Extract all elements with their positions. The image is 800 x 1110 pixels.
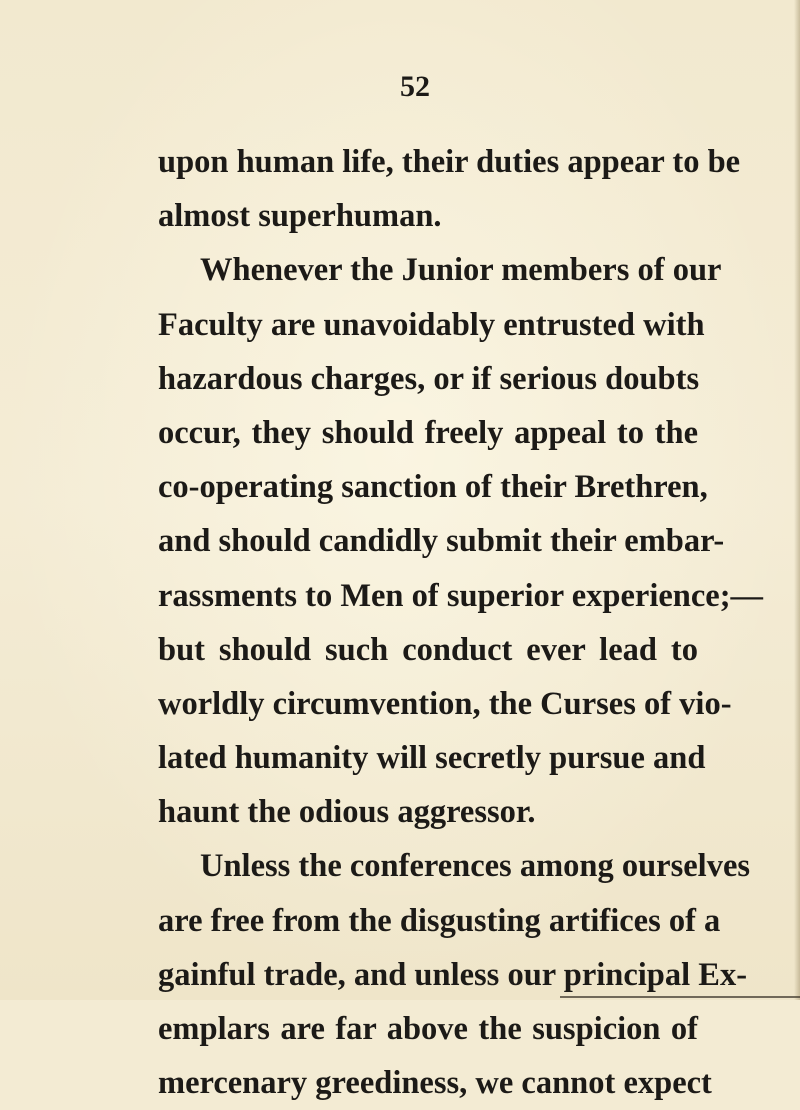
text-line: worldly circumvention, the Curses of vio- — [158, 685, 732, 722]
text-line: Faculty are unavoidably entrusted with — [158, 306, 705, 343]
text-line: haunt the odious aggressor. — [158, 794, 536, 831]
text-line: but should such conduct ever lead to — [158, 631, 698, 668]
text-line: hazardous charges, or if serious doubts — [158, 360, 700, 397]
text-line: upon human life, their duties appear to be — [158, 144, 741, 180]
text-line: Unless the conferences among ourselves — [200, 848, 751, 885]
text-line: are free from the disgusting artifices of a — [158, 902, 721, 939]
text-line: and should candidly submit their embar- — [158, 523, 725, 560]
text-line: occur, they should freely appeal to the — [158, 414, 698, 451]
body-text — [158, 135, 764, 1110]
text-line: lated humanity will secretly pursue and — [158, 740, 706, 777]
text-line: almost superhuman. — [158, 198, 442, 235]
text-line: mercenary greediness, we cannot expect — [158, 1065, 712, 1102]
text-line: co-operating sanction of their Brethren, — [158, 469, 708, 506]
page-number: 52 — [400, 70, 430, 103]
text-line: emplars are far above the suspicion of — [158, 1011, 698, 1047]
text-line: gainful trade, and unless our principal Ex- — [158, 956, 748, 993]
page-edge-shadow — [794, 0, 800, 1000]
text-line: rassments to Men of superior experience;— — [158, 577, 764, 614]
text-line: Whenever the Junior members of our — [200, 252, 722, 289]
